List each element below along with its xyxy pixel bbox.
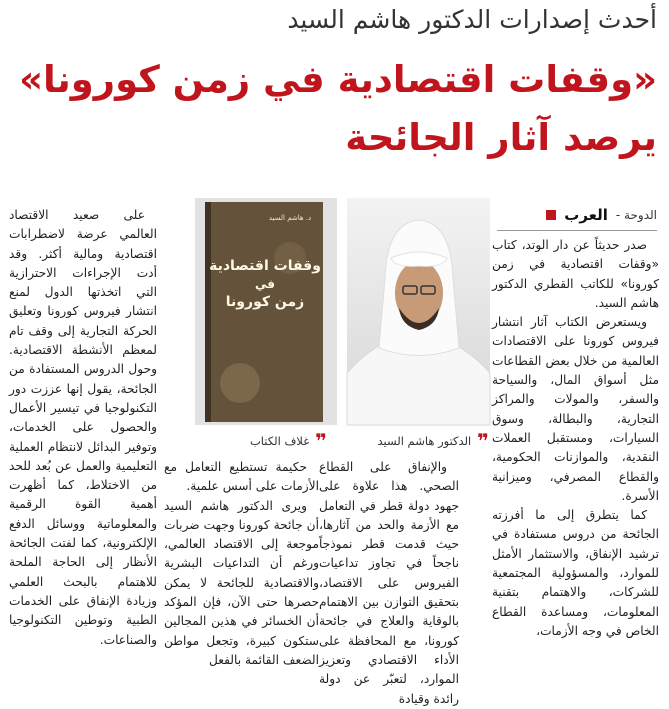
book-title-line-3: زمن كورونا [225,294,305,310]
book-cover [195,198,337,425]
photo-caption-text: الدكتور هاشم السيد [377,434,472,448]
book-caption-text: غلاف الكتاب [249,434,310,448]
headline-line-2: يرصد آثار الجائحة [345,116,657,159]
paragraph: على صعيد الاقتصاد العالمي عرضة لاضطرابات اقتصادية ومالية أكثر. وقد أدت الإجراءات الاحترازية التي اتخذتها الدول لمنع انتشار فيروس كورونا وتعليق الحركة التجارية إلى وقف تام لمعظم الأنشطة الاقتصادية. وحول الدروس المستفادة من الجائحة، يقول إنها عززت دور التكنولوجيا في تيسير الأعمال والحصول على الخدمات، وتوفير البدائل لانتظام العملية التعليمية والعمل عن بُعد للحد من الاختلاط، كما أظهرت أهمية القوة الرقمية والمعلوماتية ووسائل الدفع الإلكترونية، كما لفتت الجائحة الأنظار إلى الحاجة الملحة للاهتمام بالبحث العلمي وزيادة الإنفاق على الخدمات الطبية وتوطين التكنولوجيا والصناعات. [9,208,157,647]
article-column-2 [319,458,459,706]
article-column-4 [9,206,157,646]
paragraph: ويرى الدكتور هاشم السيد أن جائحة كورونا وجهت ضربات موجعة إلى الاقتصاد العالمي، ورغم أن التداعيات البشرية والاقتصادية للجائحة لا يمكن حصرها حتى الآن، فإن المؤكد أن الخسائر في هذين المجالين ستكون كبيرة، وتجعل مواطن الضعف القائمة بالفعل [164,498,319,667]
book-caption [249,429,327,453]
photo-caption [377,429,489,453]
brand-logo-mark [546,210,556,220]
article-kicker: أحدث إصدارات الدكتور هاشم السيد [287,5,657,34]
article-column-1 [492,236,659,646]
paragraph: والإنفاق على القطاع الصحي. هذا علاوة على جهود دولة قطر في التعامل مع الأزمة والحد من آثارها، حيث قدمت قطر نموذجاً ناجحاً في تجاوز تداعيات الفيروس على الاقتصاد، بتحقيق التوازن بين الاهتمام بالوقاية والعلاج في جائحة كورونا، مع المحافظة على الأداء الاقتصادي وتعزيز الموارد، لتعبّر عن دولة رائدة وقيادة [319,460,459,706]
byline-location: الدوحة - [615,208,657,222]
author-photo [347,198,490,425]
book-title-line-1: وقفات اقتصادية [209,258,321,274]
book-cover-image [195,198,337,425]
quote-icon: ❞ [315,429,327,453]
book-author-text: د. هاشم السيد [268,214,312,222]
byline-brand: العرب [564,206,608,224]
article-column-3 [164,458,319,667]
paragraph: كما يتطرق إلى ما أفرزته الجائحة من دروس مستفادة في ترشيد الإنفاق، والاستثمار الأمثل للموارد، والمسؤولية المجتمعية للشركات، والاهتمام بتقنية المعلومات، ومساعدة القطاع الخاص في وجه الأزمات، [492,508,659,638]
paragraph: حكيمة تستطيع التعامل مع الأزمات على أسس علمية. [164,460,319,494]
headline-line-1: «وقفات اقتصادية في زمن كورونا» [19,58,657,101]
paragraph: ويستعرض الكتاب آثار انتشار فيروس كورونا على الاقتصادات العالمية من خلال بعض القطاعات مثل أسواق المال، والسياحة والسفر، والمولات والمراكز التجارية، والبطالة، وسوق السيارات، ومستقبل العملات النقدية، والموازنات الحكومية، والقطاع المصرفي، وميزانية الأسرة. [492,315,659,503]
byline [497,200,657,231]
portrait-image [347,198,490,425]
quote-icon: ❞ [477,429,489,453]
paragraph: صدر حديثاً عن دار الوتد، كتاب «وقفات اقتصادية في زمن كورونا» للكاتب القطري الدكتور هاشم السيد. [492,238,659,310]
book-title-line-2: في [255,277,275,291]
